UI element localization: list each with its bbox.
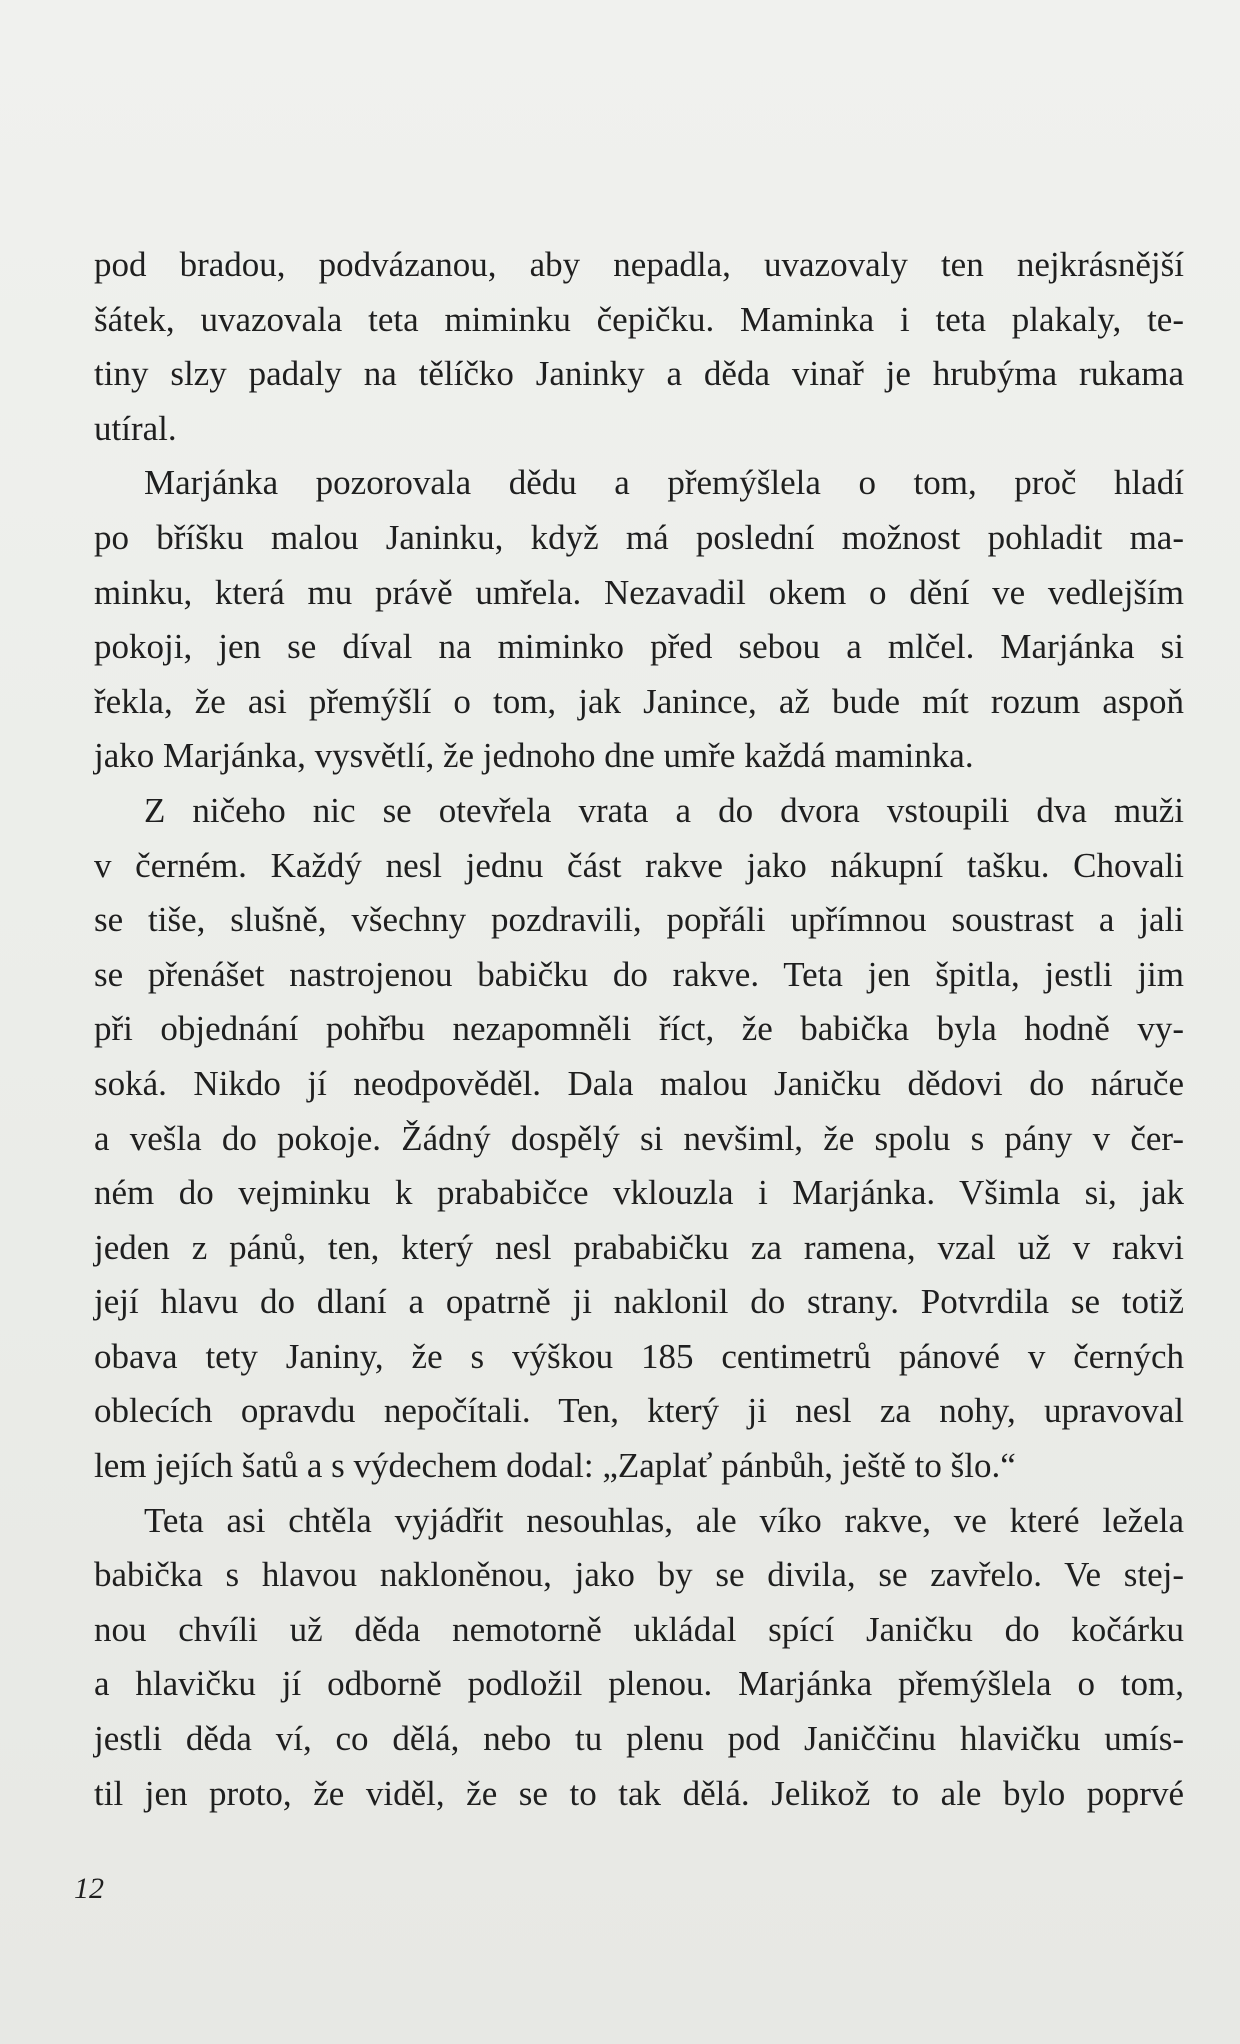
body-text	[94, 238, 1184, 1821]
text-line: se tiše, slušně, všechny pozdravili, popřáli upřímnou soustrast a jali	[94, 900, 1184, 940]
text-line: utíral.	[94, 408, 177, 448]
text-line: Marjánka pozorovala dědu a přemýšlela o tom, proč hladí	[144, 463, 1184, 503]
text-line: lem jejích šatů a s výdechem dodal: „Zaplať pánbůh, ještě to šlo.“	[94, 1446, 1016, 1486]
text-line: babička s hlavou nakloněnou, jako by se divila, se zavřelo. Ve stej-	[94, 1555, 1184, 1595]
text-line: tiny slzy padaly na tělíčko Janinky a děda vinař je hrubýma rukama	[94, 354, 1184, 394]
text-line: po bříšku malou Janinku, když má poslední možnost pohladit ma-	[94, 517, 1184, 557]
text-line: její hlavu do dlaní a opatrně ji naklonil do strany. Potvrdila se totiž	[94, 1282, 1184, 1322]
text-line: obava tety Janiny, že s výškou 185 centimetrů pánové v černých	[94, 1336, 1184, 1376]
text-line: ném do vejminku k prababičce vklouzla i Marjánka. Všimla si, jak	[94, 1173, 1184, 1213]
text-line: nou chvíli už děda nemotorně ukládal spící Janičku do kočárku	[94, 1609, 1184, 1649]
text-line: jeden z pánů, ten, který nesl prababičku za ramena, vzal už v rakvi	[94, 1227, 1184, 1267]
text-line: pokoji, jen se díval na miminko před sebou a mlčel. Marjánka si	[94, 627, 1184, 667]
text-line: soká. Nikdo jí neodpověděl. Dala malou Janičku dědovi do náruče	[94, 1063, 1184, 1103]
text-line: Z ničeho nic se otevřela vrata a do dvora vstoupili dva muži	[144, 790, 1184, 830]
text-line: jako Marjánka, vysvětlí, že jednoho dne umře každá maminka.	[94, 736, 974, 776]
text-line: Teta asi chtěla vyjádřit nesouhlas, ale víko rakve, ve které ležela	[144, 1500, 1184, 1540]
text-line: a hlavičku jí odborně podložil plenou. Marjánka přemýšlela o tom,	[94, 1664, 1184, 1704]
text-line: se přenášet nastrojenou babičku do rakve. Teta jen špitla, jestli jim	[94, 954, 1184, 994]
text-line: v černém. Každý nesl jednu část rakve jako nákupní tašku. Chovali	[94, 845, 1184, 885]
page-number: 12	[74, 1872, 104, 1905]
text-line: při objednání pohřbu nezapomněli říct, že babička byla hodně vy-	[94, 1009, 1184, 1049]
text-line: jestli děda ví, co dělá, nebo tu plenu pod Janiččinu hlavičku umís-	[94, 1719, 1184, 1759]
text-line: a vešla do pokoje. Žádný dospělý si nevšiml, že spolu s pány v čer-	[94, 1118, 1184, 1158]
text-line: oblecích opravdu nepočítali. Ten, který ji nesl za nohy, upravoval	[94, 1391, 1184, 1431]
text-line: til jen proto, že viděl, že se to tak dělá. Jelikož to ale bylo poprvé	[94, 1773, 1184, 1813]
text-line: šátek, uvazovala teta miminku čepičku. Maminka i teta plakaly, te-	[94, 299, 1184, 339]
text-line: řekla, že asi přemýšlí o tom, jak Janince, až bude mít rozum aspoň	[94, 681, 1184, 721]
text-line: pod bradou, podvázanou, aby nepadla, uvazovaly ten nejkrásnější	[94, 245, 1184, 284]
text-line: minku, která mu právě umřela. Nezavadil okem o dění ve vedlejším	[94, 572, 1184, 612]
